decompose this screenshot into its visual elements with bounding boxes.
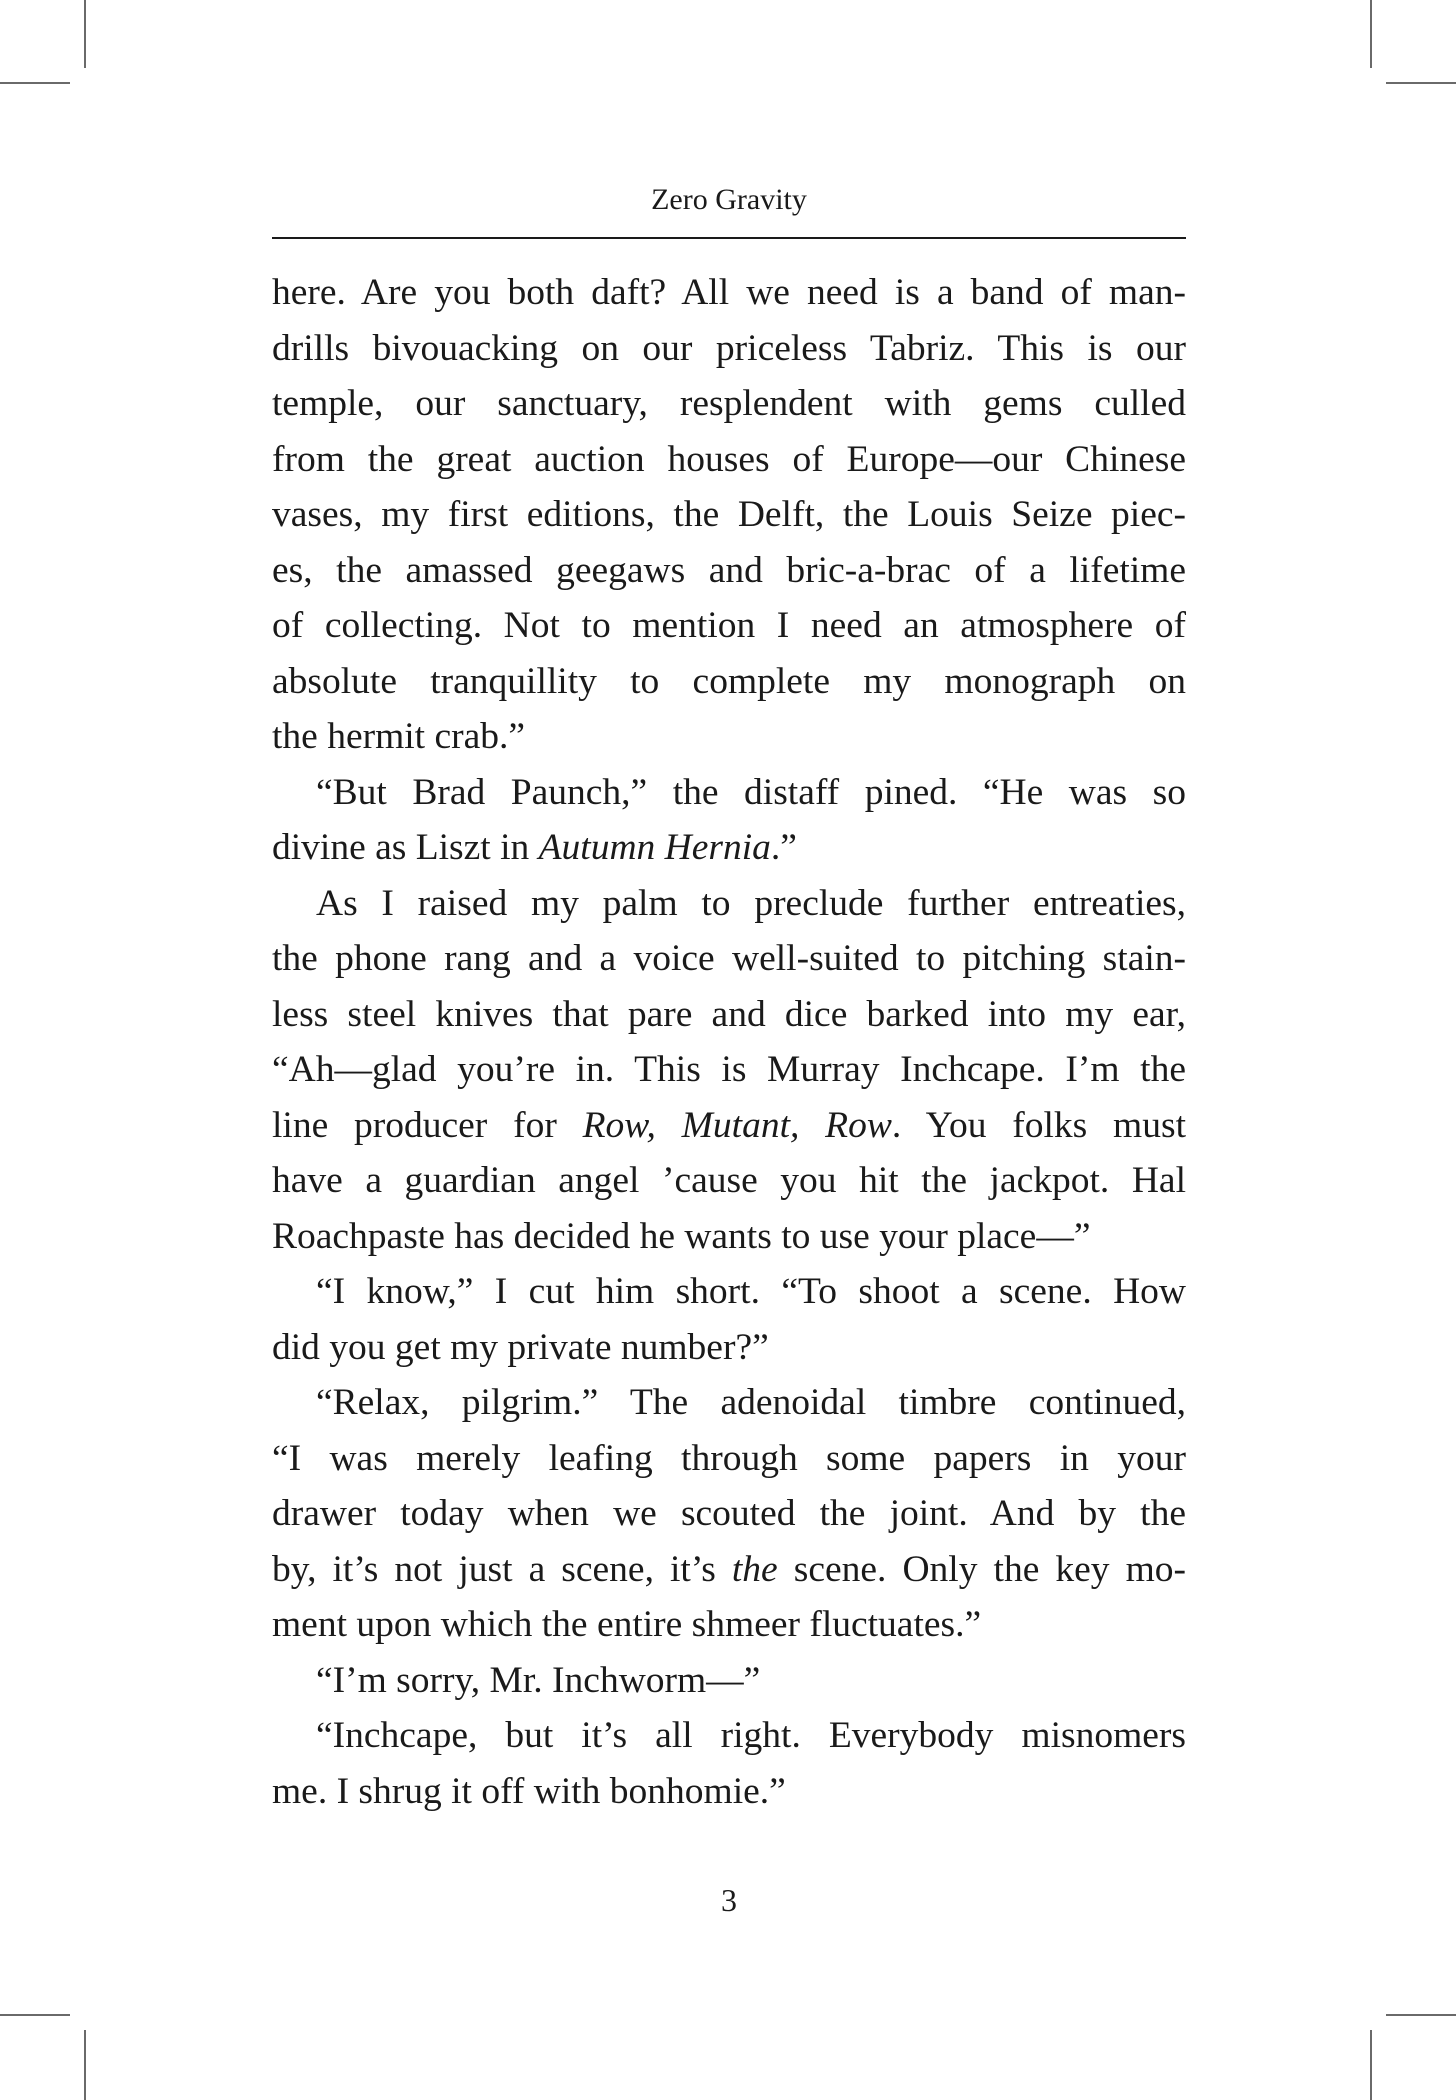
text-segment: Roachpaste has decided he wants to use your place—” (272, 1215, 1091, 1257)
text-segment: “Relax, pilgrim.” The adenoidal timbre continued, (316, 1382, 1186, 1423)
text-line (272, 376, 1186, 432)
text-segment: less steel knives that pare and dice barked into my ear, (272, 993, 1186, 1035)
text-segment: “I was merely leafing through some papers in your (272, 1437, 1186, 1479)
text-line (272, 321, 1186, 377)
italic-title: the (731, 1548, 778, 1590)
text-segment: “I’m sorry, Mr. Inchworm—” (316, 1659, 761, 1701)
text-line (272, 765, 1186, 821)
crop-mark-bottom-left-vertical (84, 2030, 86, 2100)
text-line (272, 1653, 1186, 1709)
crop-mark-top-left-vertical (84, 0, 86, 68)
text-segment: “I know,” I cut him short. “To shoot a scene. How (316, 1271, 1186, 1312)
text-segment: divine as Liszt in (272, 827, 539, 868)
text-segment: drills bivouacking on our priceless Tabriz. This is our (272, 327, 1186, 369)
crop-mark-bottom-left-horizontal (0, 2014, 70, 2016)
text-line (272, 1431, 1186, 1487)
italic-title: Autumn Hernia (538, 827, 771, 868)
text-line (272, 1209, 1186, 1265)
text-line (272, 1708, 1186, 1764)
text-segment: “But Brad Paunch,” the distaff pined. “He was so (316, 771, 1186, 813)
text-segment: . You folks must (891, 1104, 1186, 1146)
text-line (272, 1320, 1186, 1376)
text-line (272, 432, 1186, 488)
text-segment: me. I shrug it off with bonhomie.” (272, 1770, 786, 1812)
text-segment: “Ah—glad you’re in. This is Murray Inchcape. I’m the (272, 1049, 1186, 1090)
text-segment: did you get my private number?” (272, 1326, 769, 1368)
page-number: 3 (721, 1882, 737, 1918)
text-line (272, 1264, 1186, 1320)
text-line (272, 543, 1186, 599)
body-text (272, 265, 1186, 1819)
text-segment: of collecting. Not to mention I need an atmosphere of (272, 605, 1186, 646)
text-segment: .” (770, 827, 797, 868)
text-line (272, 265, 1186, 321)
text-line (272, 487, 1186, 543)
text-segment: ment upon which the entire shmeer fluctuates.” (272, 1604, 982, 1645)
text-segment: the hermit crab.” (272, 716, 525, 757)
text-line (272, 987, 1186, 1043)
text-segment: from the great auction houses of Europe—our Chinese (272, 438, 1186, 480)
text-segment: “Inchcape, but it’s all right. Everybody misnomers (316, 1715, 1186, 1756)
text-segment: here. Are you both daft? All we need is a band of man- (272, 272, 1186, 313)
text-line (272, 931, 1186, 987)
running-head: Zero Gravity (651, 183, 807, 216)
text-segment: drawer today when we scouted the joint. And by the (272, 1493, 1186, 1534)
text-segment: es, the amassed geegaws and bric-a-brac of a lifetime (272, 549, 1186, 591)
crop-mark-bottom-right-horizontal (1386, 2014, 1456, 2016)
text-line (272, 1597, 1186, 1653)
text-line (272, 1375, 1186, 1431)
crop-mark-bottom-right-vertical (1370, 2030, 1372, 2100)
text-line (272, 654, 1186, 710)
text-segment: the phone rang and a voice well-suited to pitching stain- (272, 938, 1186, 979)
text-line (272, 820, 1186, 876)
text-line (272, 1486, 1186, 1542)
text-segment: absolute tranquillity to complete my monograph on (272, 660, 1186, 702)
text-segment: As I raised my palm to preclude further entreaties, (316, 882, 1186, 924)
text-segment: have a guardian angel ’cause you hit the jackpot. Hal (272, 1160, 1186, 1201)
text-line (272, 1542, 1186, 1598)
crop-mark-top-left-horizontal (0, 82, 70, 84)
crop-mark-top-right-horizontal (1386, 82, 1456, 84)
text-segment: by, it’s not just a scene, it’s (272, 1548, 732, 1590)
text-line (272, 598, 1186, 654)
italic-title: Row, Mutant, Row (582, 1104, 892, 1146)
crop-mark-top-right-vertical (1370, 0, 1372, 68)
text-line (272, 1042, 1186, 1098)
text-line (272, 1764, 1186, 1820)
text-segment: line producer for (272, 1104, 583, 1146)
text-line (272, 1153, 1186, 1209)
text-segment: vases, my first editions, the Delft, the Louis Seize piec- (272, 494, 1186, 535)
text-line (272, 1098, 1186, 1154)
text-segment: temple, our sanctuary, resplendent with gems culled (272, 383, 1186, 424)
text-line (272, 709, 1186, 765)
header-rule (272, 237, 1186, 239)
text-line (272, 876, 1186, 932)
text-segment: scene. Only the key mo- (777, 1548, 1186, 1590)
